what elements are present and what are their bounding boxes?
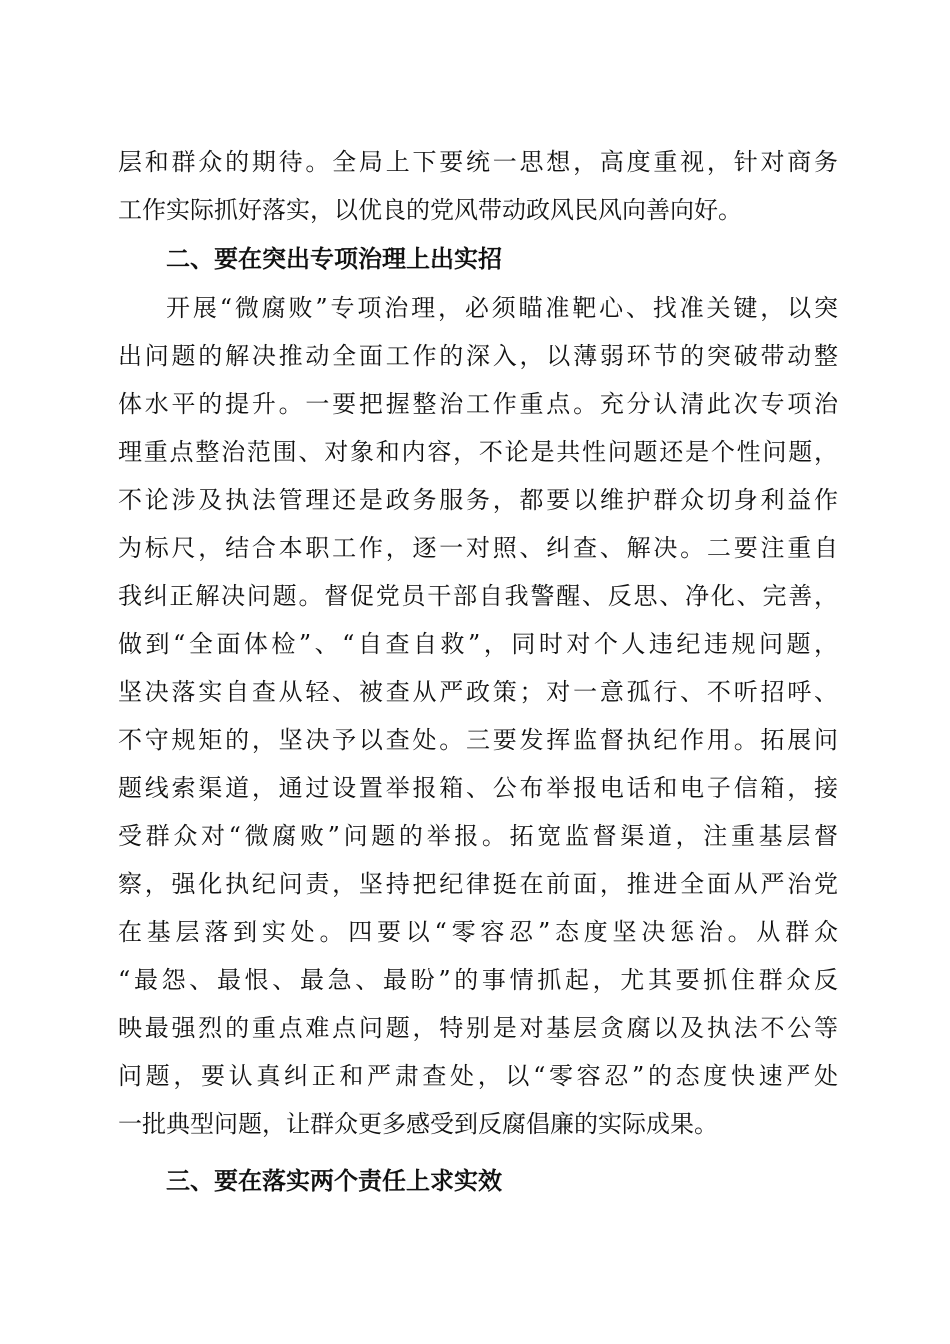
text-line: 工作实际抓好落实，以优良的党风带动政风民风向善向好。 (118, 196, 742, 224)
text-line: 映最强烈的重点难点问题，特别是对基层贪腐以及执法不公等 (118, 1014, 838, 1042)
text-line: 层和群众的期待。全局上下要统一思想，高度重视，针对商务 (118, 148, 838, 176)
text-line: 坚决落实自查从轻、被查从严政策；对一意孤行、不听招呼、 (118, 678, 838, 706)
text-line: 题线索渠道，通过设置举报箱、公布举报电话和电子信箱，接 (118, 774, 838, 802)
text-line: 体水平的提升。一要把握整治工作重点。充分认清此次专项治 (118, 390, 838, 418)
text-line: 理重点整治范围、对象和内容，不论是共性问题还是个性问题， (118, 438, 838, 466)
paragraph-2 (118, 284, 838, 1148)
text-line: 不守规矩的，坚决予以查处。三要发挥监督执纪作用。拓展问 (118, 726, 838, 754)
text-line: 我纠正解决问题。督促党员干部自我警醒、反思、净化、完善， (118, 582, 838, 610)
text-line: 在基层落到实处。四要以“零容忍”态度坚决惩治。从群众 (118, 918, 838, 946)
text-line: 一批典型问题，让群众更多感受到反腐倡廉的实际成果。 (118, 1110, 718, 1138)
text-line: 开展“微腐败”专项治理，必须瞄准靶心、找准关键，以突 (166, 294, 838, 322)
paragraph-1 (118, 138, 838, 234)
text-line: 做到“全面体检”、“自查自救”，同时对个人违纪违规问题， (118, 630, 838, 658)
text-line: 不论涉及执法管理还是政务服务，都要以维护群众切身利益作 (118, 486, 838, 514)
document-body (118, 138, 838, 1206)
section-heading-3: 三、要在落实两个责任上求实效 (166, 1167, 502, 1195)
text-line: 问题，要认真纠正和严肃查处，以“零容忍”的态度快速严处 (118, 1062, 838, 1090)
text-line: 察，强化执纪问责，坚持把纪律挺在前面，推进全面从严治党 (118, 870, 838, 898)
text-line: “最怨、最恨、最急、最盼”的事情抓起，尤其要抓住群众反 (118, 966, 838, 994)
section-heading-2: 二、要在突出专项治理上出实招 (166, 245, 502, 273)
text-line: 为标尺，结合本职工作，逐一对照、纠查、解决。二要注重自 (118, 534, 838, 562)
text-line: 出问题的解决推动全面工作的深入，以薄弱环节的突破带动整 (118, 342, 838, 370)
text-line: 受群众对“微腐败”问题的举报。拓宽监督渠道，注重基层督 (118, 822, 838, 850)
